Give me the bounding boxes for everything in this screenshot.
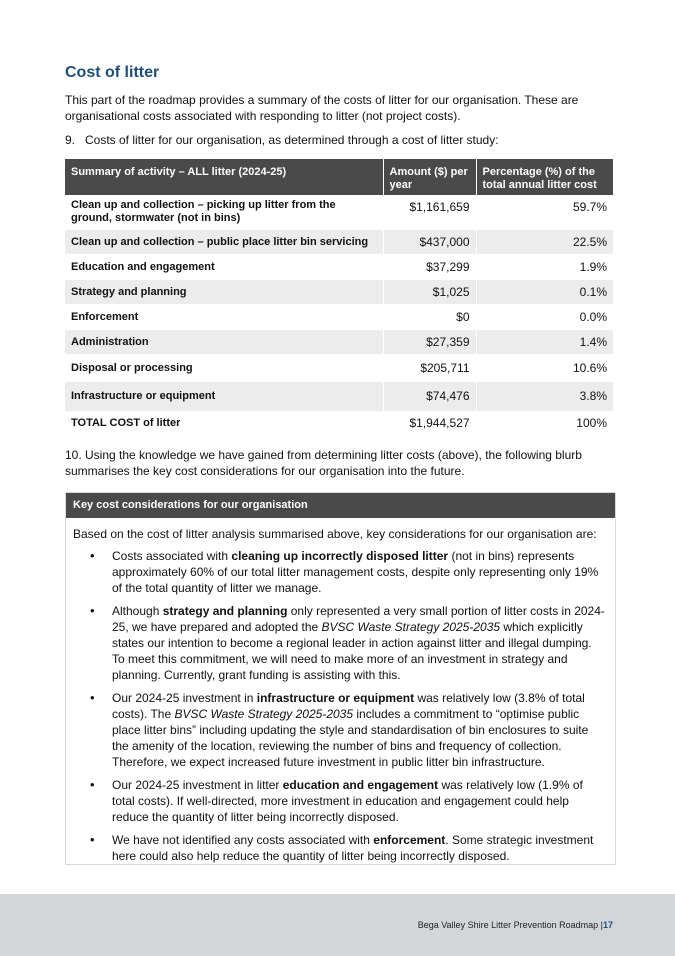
list-item xyxy=(90,777,605,825)
cell-amount: $37,299 xyxy=(383,255,476,280)
table-row xyxy=(65,280,613,305)
bullet-icon: • xyxy=(90,548,95,563)
table-row xyxy=(65,355,613,382)
bold-text: cleaning up incorrectly disposed litter xyxy=(231,549,449,563)
text: was relatively low (1.9% of total costs). If well-directed, more investment in education and engagement could help reduce the quantity of litter being incorrectly disposed. xyxy=(112,778,583,824)
bullet-icon: • xyxy=(90,832,95,847)
cell-percentage: 10.6% xyxy=(476,355,613,382)
cell-percentage: 59.7% xyxy=(476,195,613,230)
cell-activity: Education and engagement xyxy=(65,255,383,280)
italic-text: BVSC Waste Strategy 2025-2035 xyxy=(174,707,354,721)
bold-text: strategy and planning xyxy=(162,604,288,618)
cell-amount: $27,359 xyxy=(383,330,476,355)
italic-text: BVSC Waste Strategy 2025-2035 xyxy=(321,620,501,634)
cell-activity: Administration xyxy=(65,330,383,355)
cell-activity: Clean up and collection – picking up litter from the ground, stormwater (not in bins) xyxy=(65,195,383,230)
considerations-list xyxy=(66,548,615,864)
cell-activity: Disposal or processing xyxy=(65,355,383,382)
list-item-10 xyxy=(65,447,610,479)
cell-activity: Infrastructure or equipment xyxy=(65,382,383,412)
table-row xyxy=(65,230,613,255)
bold-text: enforcement xyxy=(373,833,446,847)
text: only represented a very small portion of litter costs in 2024-25, we have prepared and adopted the xyxy=(112,604,605,634)
intro-paragraph: This part of the roadmap provides a summary of the costs of litter for our organisation. These are organisational costs associated with responding to litter (not project costs). xyxy=(65,93,579,123)
section-title: Cost of litter xyxy=(65,64,160,81)
list-item-9 xyxy=(65,132,625,148)
bold-text: infrastructure or equipment xyxy=(256,691,415,705)
cell-activity: Clean up and collection – public place litter bin servicing xyxy=(65,230,383,255)
cell-amount: $1,025 xyxy=(383,280,476,305)
list-item xyxy=(90,548,605,596)
box-header: Key cost considerations for our organisation xyxy=(66,493,615,518)
text: We have not identified any costs associated with xyxy=(112,833,374,847)
cell-amount: $205,711 xyxy=(383,355,476,382)
header-percentage: Percentage (%) of the total annual litter cost xyxy=(476,159,613,195)
cell-amount: $437,000 xyxy=(383,230,476,255)
cell-amount: $1,161,659 xyxy=(383,195,476,230)
header-amount: Amount ($) per year xyxy=(383,159,476,195)
list-item xyxy=(90,603,605,683)
litter-cost-table xyxy=(65,159,613,436)
bold-text: education and engagement xyxy=(282,778,439,792)
cell-amount: $74,476 xyxy=(383,382,476,412)
list-number: 10. xyxy=(65,448,82,462)
table-total-row xyxy=(65,412,613,436)
text: Although xyxy=(112,604,163,618)
table-row xyxy=(65,255,613,280)
cell-activity: Enforcement xyxy=(65,305,383,330)
text: (not in bins) represents approximately 60% of our total litter management costs, despite only representing only 19% of the total quantity of litter we manage. xyxy=(112,549,599,595)
list-text: Using the knowledge we have gained from determining litter costs (above), the following blurb summarises the key cost considerations for our organisation into the future. xyxy=(65,448,582,478)
bullet-icon: • xyxy=(90,777,95,792)
cell-percentage: 3.8% xyxy=(476,382,613,412)
table-row xyxy=(65,382,613,412)
cell-percentage: 0.1% xyxy=(476,280,613,305)
text: Costs associated with xyxy=(112,549,232,563)
cell-percentage: 0.0% xyxy=(476,305,613,330)
text: Our 2024-25 investment in litter xyxy=(112,778,283,792)
table-row xyxy=(65,195,613,230)
text: which explicitly states our intention to become a regional leader in action against litter and illegal dumping. To meet this commitment, we will need to make more of an investment in strategy and planning. Currently, grant funding is assisting with this. xyxy=(112,620,592,682)
cell-percentage: 100% xyxy=(476,412,613,436)
cell-percentage: 1.9% xyxy=(476,255,613,280)
table-row xyxy=(65,330,613,355)
box-lead: Based on the cost of litter analysis summarised above, key considerations for our organisation are: xyxy=(73,527,597,541)
bullet-icon: • xyxy=(90,603,95,618)
text: includes a commitment to “optimise public place litter bins” including updating the style and standardisation of bin enclosures to suite the amenity of the location, reviewing the number of bins and frequency of collection. Therefore, we expect increased future investment in public litter bin infrastructure. xyxy=(112,707,589,769)
cell-amount: $0 xyxy=(383,305,476,330)
footer-doc-title: Bega Valley Shire Litter Prevention Roadmap xyxy=(417,920,599,930)
list-item xyxy=(90,690,605,770)
key-considerations-box xyxy=(65,492,616,865)
list-number: 9. xyxy=(65,133,76,147)
text: . Some strategic investment here could also help reduce the quantity of litter being incorrectly disposed. xyxy=(112,833,594,863)
footer xyxy=(418,920,613,930)
table-header-row xyxy=(65,159,613,195)
cell-activity: TOTAL COST of litter xyxy=(65,412,383,436)
list-item xyxy=(90,832,605,864)
cell-percentage: 1.4% xyxy=(476,330,613,355)
page-number: 17 xyxy=(602,920,613,930)
list-text: Costs of litter for our organisation, as determined through a cost of litter study: xyxy=(85,133,499,147)
cell-percentage: 22.5% xyxy=(476,230,613,255)
cell-amount: $1,944,527 xyxy=(383,412,476,436)
text: Our 2024-25 investment in xyxy=(112,691,257,705)
footer-separator: | xyxy=(598,920,603,930)
cell-activity: Strategy and planning xyxy=(65,280,383,305)
text: was relatively low (3.8% of total costs). The xyxy=(112,691,585,721)
bullet-icon: • xyxy=(90,690,95,705)
table-row xyxy=(65,305,613,330)
header-activity: Summary of activity – ALL litter (2024-25) xyxy=(65,159,383,195)
